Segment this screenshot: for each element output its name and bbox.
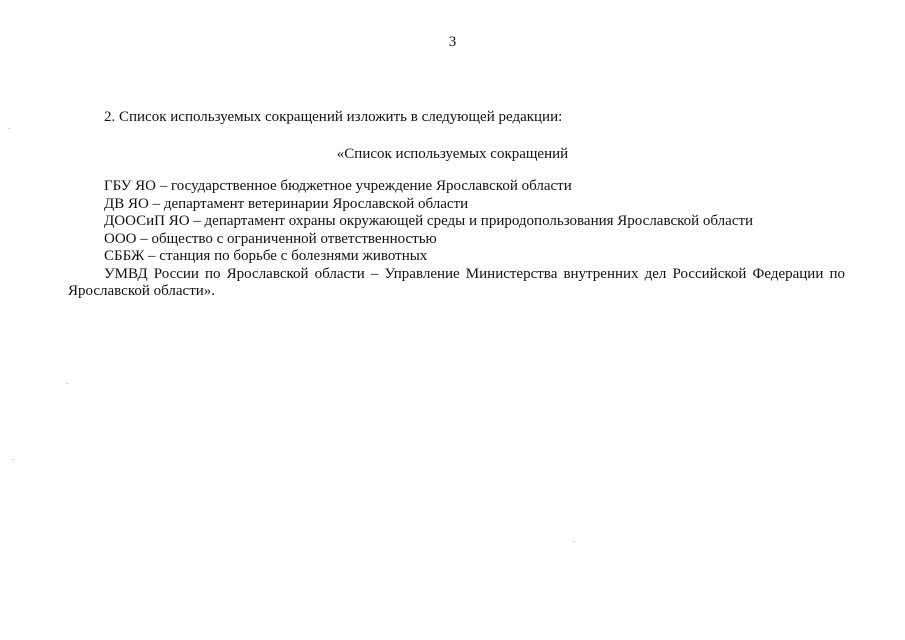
abbreviation-list xyxy=(68,178,845,301)
scan-speck xyxy=(66,383,68,384)
scan-speck xyxy=(12,459,14,460)
abbreviation-list-title: «Список используемых сокращений xyxy=(336,146,569,162)
scan-speck xyxy=(573,541,575,542)
abbreviation-item: ГБУ ЯО – государственное бюджетное учреждение Ярославской области xyxy=(104,178,572,194)
abbreviation-item: ООО – общество с ограниченной ответственностью xyxy=(104,230,437,247)
abbreviation-item: ДООСиП ЯО – департамент охраны окружающей среды и природопользования Ярославской области xyxy=(104,213,754,229)
scan-speck xyxy=(8,128,10,129)
abbreviation-item: ДВ ЯО – департамент ветеринарии Ярославской области xyxy=(104,195,469,212)
abbreviation-item: СББЖ – станция по борьбе с болезнями животных xyxy=(104,248,428,264)
amendment-intro: 2. Список используемых сокращений изложить в следующей редакции: xyxy=(104,109,563,125)
abbreviation-item: УМВД России по Ярославской области – Управление Министерства внутренних дел Российской Федерации по Ярославской области». xyxy=(68,265,845,299)
page-number: 3 xyxy=(448,34,457,50)
